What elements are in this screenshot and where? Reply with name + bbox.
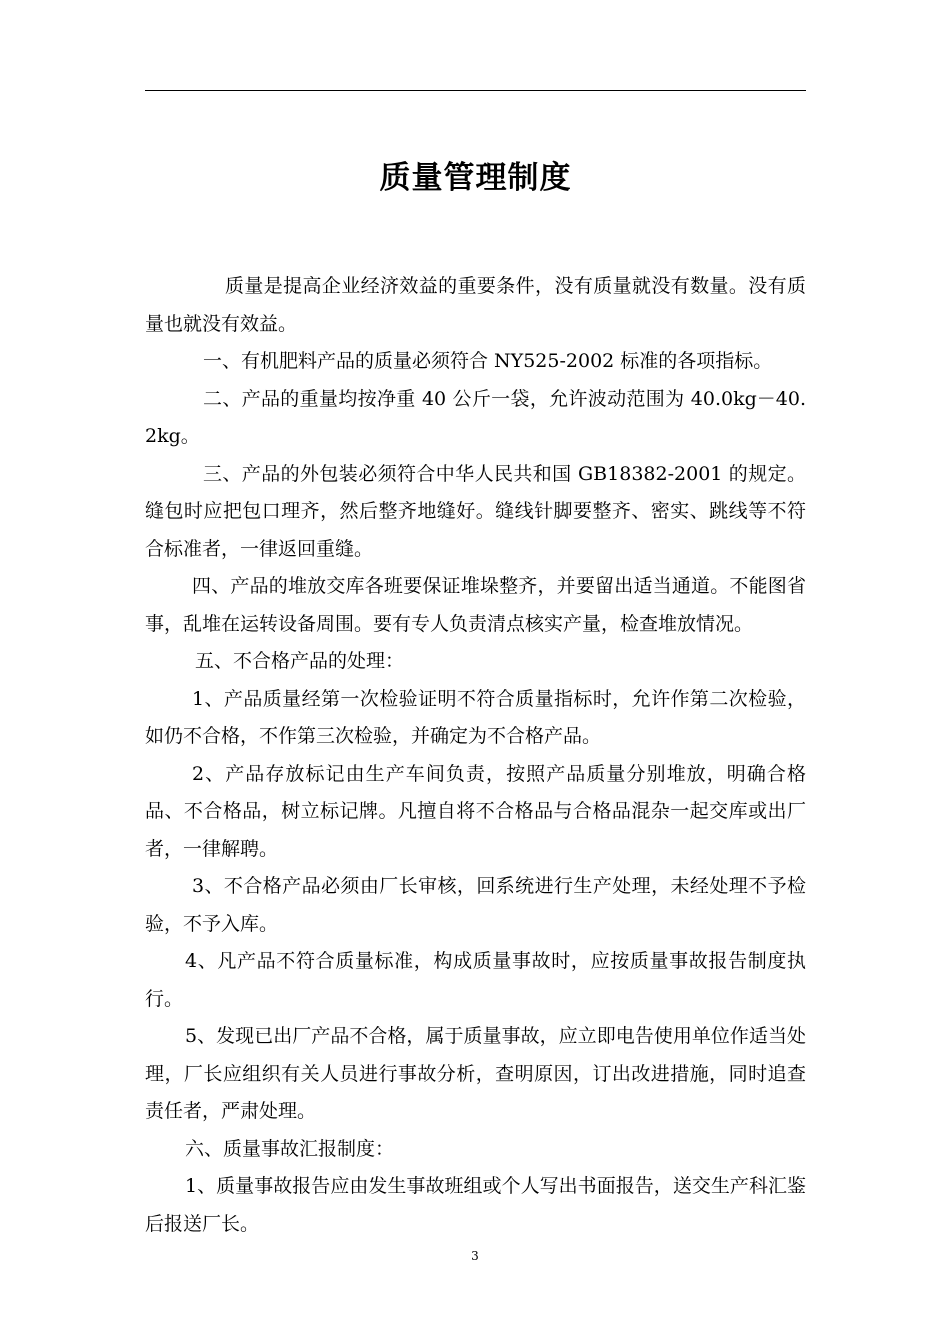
page-number: 3 <box>471 1249 479 1263</box>
header-rule <box>145 90 806 91</box>
paragraph-item-6-1: 1、质量事故报告应由发生事故班组或个人写出书面报告，送交生产科汇鉴后报送厂长。 <box>145 1175 806 1235</box>
paragraph-item-5-heading: 五、不合格产品的处理： <box>195 650 405 672</box>
document-body <box>145 268 806 1243</box>
paragraph-item-2: 二、产品的重量均按净重 40 公斤一袋，允许波动范围为 40.0kg－40.2kg。 <box>145 387 806 447</box>
paragraph-item-3: 三、产品的外包装必须符合中华人民共和国 GB18382-2001 的规定。缝包时应把包口理齐，然后整齐地缝好。缝线针脚要整齐、密实、跳线等不符合标准者，一律返回重缝。 <box>145 462 806 560</box>
paragraph-item-5-3: 3、不合格产品必须由厂长审核，回系统进行生产处理，未经处理不予检验，不予入库。 <box>145 875 806 935</box>
paragraph-item-5-4: 4、凡产品不符合质量标准，构成质量事故时，应按质量事故报告制度执行。 <box>145 950 806 1010</box>
paragraph-item-5-5: 5、发现已出厂产品不合格，属于质量事故，应立即电告使用单位作适当处理，厂长应组织有关人员进行事故分析，查明原因，订出改进措施，同时追查责任者，严肃处理。 <box>145 1025 806 1122</box>
paragraph-intro: 质量是提高企业经济效益的重要条件，没有质量就没有数量。没有质量也就没有效益。 <box>145 275 806 335</box>
paragraph-item-4: 四、产品的堆放交库各班要保证堆垛整齐，并要留出适当通道。不能图省事，乱堆在运转设备周围。要有专人负责清点核实产量，检查堆放情况。 <box>145 575 806 635</box>
paragraph-item-6-heading: 六、质量事故汇报制度： <box>185 1137 395 1160</box>
document-title: 质量管理制度 <box>379 160 572 196</box>
paragraph-item-5-1: 1、产品质量经第一次检验证明不符合质量指标时，允许作第二次检验，如仍不合格，不作第三次检验，并确定为不合格产品。 <box>145 687 806 747</box>
paragraph-item-1: 一、有机肥料产品的质量必须符合 NY525-2002 标准的各项指标。 <box>203 350 773 372</box>
paragraph-item-5-2: 2、产品存放标记由生产车间负责，按照产品质量分别堆放，明确合格品、不合格品，树立标记牌。凡擅自将不合格品与合格品混杂一起交库或出厂者，一律解聘。 <box>145 762 806 860</box>
